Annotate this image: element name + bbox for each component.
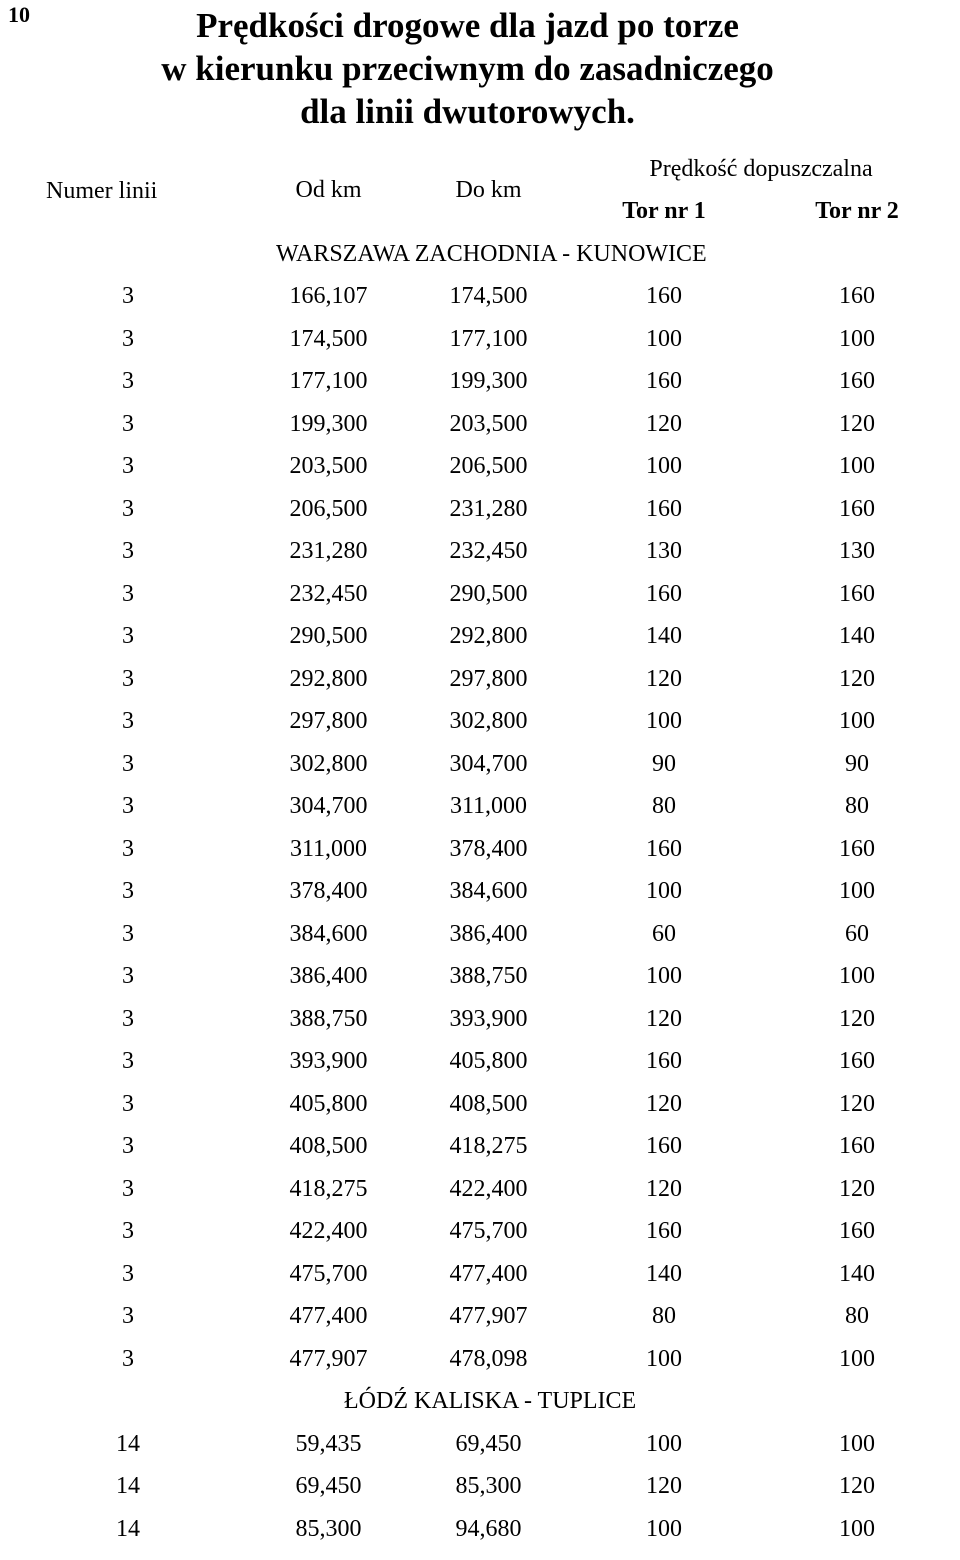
cell-line-number: 3 <box>122 1218 134 1245</box>
cell-speed-track-1: 100 <box>646 453 682 480</box>
cell-to-km: 477,400 <box>449 1260 528 1287</box>
cell-speed-track-2: 140 <box>839 623 875 650</box>
table-row <box>8 403 954 446</box>
title-line-2: w kierunku przeciwnym do zasadniczego <box>161 49 774 88</box>
cell-line-number: 3 <box>122 1090 134 1117</box>
cell-line-number: 3 <box>122 580 134 607</box>
cell-from-km: 477,400 <box>289 1303 368 1330</box>
cell-line-number: 3 <box>122 1260 134 1287</box>
cell-speed-track-2: 100 <box>839 1430 875 1457</box>
cell-to-km: 475,700 <box>449 1218 528 1245</box>
cell-from-km: 166,107 <box>289 283 368 310</box>
cell-speed-track-2: 100 <box>839 453 875 480</box>
cell-to-km: 297,800 <box>449 665 528 692</box>
cell-speed-track-1: 80 <box>652 793 676 820</box>
cell-line-number: 3 <box>122 665 134 692</box>
table-row <box>8 1338 954 1381</box>
cell-line-number: 3 <box>122 835 134 862</box>
table-row <box>8 998 954 1041</box>
cell-from-km: 311,000 <box>289 835 368 862</box>
cell-line-number: 3 <box>122 410 134 437</box>
cell-from-km: 378,400 <box>289 878 368 905</box>
cell-to-km: 418,275 <box>449 1133 528 1160</box>
title-line-3: dla linii dwutorowych. <box>300 92 635 131</box>
table-row <box>8 531 954 574</box>
table-row <box>8 318 954 361</box>
table-row <box>8 1296 954 1339</box>
table-row <box>8 701 954 744</box>
cell-speed-track-2: 120 <box>839 665 875 692</box>
cell-line-number: 3 <box>122 1048 134 1075</box>
cell-to-km: 384,600 <box>449 878 528 905</box>
cell-from-km: 290,500 <box>289 623 368 650</box>
cell-from-km: 177,100 <box>289 368 368 395</box>
table-row <box>8 913 954 956</box>
table-row <box>8 786 954 829</box>
table-row <box>8 871 954 914</box>
cell-to-km: 311,000 <box>449 793 528 820</box>
cell-to-km: 177,100 <box>449 325 528 352</box>
cell-to-km: 94,680 <box>455 1515 522 1542</box>
cell-to-km: 304,700 <box>449 750 528 777</box>
cell-speed-track-2: 160 <box>839 1133 875 1160</box>
cell-to-km: 206,500 <box>449 453 528 480</box>
cell-line-number: 3 <box>122 963 134 990</box>
cell-speed-track-2: 160 <box>839 1218 875 1245</box>
cell-from-km: 85,300 <box>295 1515 362 1542</box>
cell-speed-track-1: 90 <box>652 750 676 777</box>
cell-speed-track-1: 120 <box>646 1090 682 1117</box>
table-row <box>8 573 954 616</box>
cell-line-number: 3 <box>122 1345 134 1372</box>
cell-speed-track-1: 140 <box>646 623 682 650</box>
cell-from-km: 408,500 <box>289 1133 368 1160</box>
cell-line-number: 3 <box>122 878 134 905</box>
cell-speed-track-1: 130 <box>646 538 682 565</box>
cell-from-km: 393,900 <box>289 1048 368 1075</box>
table-row <box>8 446 954 489</box>
cell-from-km: 206,500 <box>289 495 368 522</box>
cell-speed-track-2: 120 <box>839 1175 875 1202</box>
cell-speed-track-1: 60 <box>652 920 676 947</box>
cell-speed-track-2: 100 <box>839 1345 875 1372</box>
table-row <box>8 1423 954 1466</box>
cell-speed-track-2: 120 <box>839 1473 875 1500</box>
table-row <box>8 616 954 659</box>
cell-speed-track-1: 160 <box>646 1133 682 1160</box>
cell-speed-track-2: 120 <box>839 410 875 437</box>
cell-to-km: 231,280 <box>449 495 528 522</box>
cell-speed-track-1: 100 <box>646 708 682 735</box>
cell-from-km: 69,450 <box>295 1473 362 1500</box>
cell-speed-track-1: 100 <box>646 963 682 990</box>
cell-speed-track-1: 160 <box>646 1048 682 1075</box>
section-spacer <box>8 233 248 276</box>
cell-to-km: 478,098 <box>449 1345 528 1372</box>
cell-from-km: 384,600 <box>289 920 368 947</box>
cell-to-km: 199,300 <box>449 368 528 395</box>
header-speed-group: Prędkość dopuszczalna <box>649 155 873 182</box>
cell-line-number: 3 <box>122 1005 134 1032</box>
cell-speed-track-1: 100 <box>646 1430 682 1457</box>
cell-from-km: 174,500 <box>289 325 368 352</box>
cell-from-km: 59,435 <box>295 1430 362 1457</box>
cell-speed-track-1: 160 <box>646 835 682 862</box>
cell-speed-track-1: 120 <box>646 1005 682 1032</box>
cell-line-number: 3 <box>122 283 134 310</box>
cell-line-number: 3 <box>122 538 134 565</box>
cell-line-number: 3 <box>122 708 134 735</box>
cell-to-km: 292,800 <box>449 623 528 650</box>
cell-speed-track-1: 100 <box>646 325 682 352</box>
cell-to-km: 378,400 <box>449 835 528 862</box>
cell-from-km: 475,700 <box>289 1260 368 1287</box>
cell-speed-track-1: 120 <box>646 410 682 437</box>
cell-to-km: 393,900 <box>449 1005 528 1032</box>
table-row <box>8 743 954 786</box>
cell-speed-track-1: 140 <box>646 1260 682 1287</box>
cell-to-km: 174,500 <box>449 283 528 310</box>
cell-to-km: 388,750 <box>449 963 528 990</box>
table-row <box>8 1168 954 1211</box>
cell-from-km: 477,907 <box>289 1345 368 1372</box>
cell-from-km: 199,300 <box>289 410 368 437</box>
cell-speed-track-2: 100 <box>839 325 875 352</box>
cell-to-km: 408,500 <box>449 1090 528 1117</box>
cell-from-km: 232,450 <box>289 580 368 607</box>
cell-line-number: 3 <box>122 1133 134 1160</box>
table-row <box>8 276 954 319</box>
cell-speed-track-1: 100 <box>646 1345 682 1372</box>
cell-speed-track-1: 160 <box>646 495 682 522</box>
section-spacer <box>8 1381 248 1424</box>
cell-speed-track-2: 90 <box>845 750 869 777</box>
header-from-km: Od km <box>295 177 362 203</box>
cell-speed-track-2: 120 <box>839 1005 875 1032</box>
cell-from-km: 386,400 <box>289 963 368 990</box>
cell-to-km: 422,400 <box>449 1175 528 1202</box>
cell-from-km: 292,800 <box>289 665 368 692</box>
cell-line-number: 3 <box>122 793 134 820</box>
cell-speed-track-2: 160 <box>839 1048 875 1075</box>
header-to-km: Do km <box>455 177 522 203</box>
header-track-1: Tor nr 1 <box>622 198 706 225</box>
cell-to-km: 405,800 <box>449 1048 528 1075</box>
cell-speed-track-1: 120 <box>646 665 682 692</box>
header-track-2: Tor nr 2 <box>815 198 899 225</box>
cell-from-km: 231,280 <box>289 538 368 565</box>
table-row <box>8 361 954 404</box>
cell-speed-track-2: 120 <box>839 1090 875 1117</box>
cell-to-km: 69,450 <box>455 1430 522 1457</box>
cell-line-number: 14 <box>116 1430 140 1457</box>
cell-line-number: 14 <box>116 1515 140 1542</box>
cell-speed-track-2: 60 <box>845 920 869 947</box>
cell-speed-track-2: 100 <box>839 878 875 905</box>
cell-to-km: 85,300 <box>455 1473 522 1500</box>
table-row <box>8 1253 954 1296</box>
cell-speed-track-2: 80 <box>845 1303 869 1330</box>
cell-line-number: 14 <box>116 1473 140 1500</box>
table-row <box>8 488 954 531</box>
cell-line-number: 3 <box>122 920 134 947</box>
table-row <box>8 956 954 999</box>
table-row <box>8 1083 954 1126</box>
cell-speed-track-2: 160 <box>839 580 875 607</box>
cell-line-number: 3 <box>122 1303 134 1330</box>
speed-table <box>8 148 954 1551</box>
cell-from-km: 297,800 <box>289 708 368 735</box>
cell-speed-track-1: 100 <box>646 878 682 905</box>
cell-speed-track-1: 160 <box>646 283 682 310</box>
header-row-1 <box>8 148 954 191</box>
section-heading: ŁÓDŹ KALISKA - TUPLICE <box>344 1388 637 1415</box>
cell-from-km: 422,400 <box>289 1218 368 1245</box>
page-number: 10 <box>8 2 30 27</box>
cell-speed-track-1: 160 <box>646 368 682 395</box>
page-title <box>0 4 960 133</box>
cell-from-km: 388,750 <box>289 1005 368 1032</box>
cell-to-km: 477,907 <box>449 1303 528 1330</box>
cell-speed-track-1: 120 <box>646 1175 682 1202</box>
table-row <box>8 1508 954 1551</box>
section-row <box>8 233 954 276</box>
cell-line-number: 3 <box>122 495 134 522</box>
cell-to-km: 232,450 <box>449 538 528 565</box>
cell-to-km: 302,800 <box>449 708 528 735</box>
table-row <box>8 828 954 871</box>
cell-line-number: 3 <box>122 623 134 650</box>
cell-speed-track-2: 100 <box>839 1515 875 1542</box>
cell-from-km: 405,800 <box>289 1090 368 1117</box>
cell-line-number: 3 <box>122 453 134 480</box>
cell-speed-track-2: 160 <box>839 368 875 395</box>
cell-speed-track-2: 140 <box>839 1260 875 1287</box>
cell-speed-track-2: 100 <box>839 708 875 735</box>
cell-line-number: 3 <box>122 1175 134 1202</box>
cell-speed-track-1: 80 <box>652 1303 676 1330</box>
cell-speed-track-1: 100 <box>646 1515 682 1542</box>
cell-to-km: 203,500 <box>449 410 528 437</box>
table-row <box>8 1466 954 1509</box>
cell-from-km: 418,275 <box>289 1175 368 1202</box>
table-row <box>8 1211 954 1254</box>
table-row <box>8 1041 954 1084</box>
cell-line-number: 3 <box>122 750 134 777</box>
table-row <box>8 658 954 701</box>
cell-speed-track-1: 160 <box>646 1218 682 1245</box>
cell-from-km: 302,800 <box>289 750 368 777</box>
table-row <box>8 1126 954 1169</box>
cell-speed-track-2: 160 <box>839 835 875 862</box>
header-line-number: Numer linii <box>46 178 158 204</box>
cell-speed-track-2: 80 <box>845 793 869 820</box>
cell-speed-track-1: 120 <box>646 1473 682 1500</box>
cell-from-km: 304,700 <box>289 793 368 820</box>
cell-speed-track-2: 160 <box>839 495 875 522</box>
cell-speed-track-2: 130 <box>839 538 875 565</box>
cell-speed-track-1: 160 <box>646 580 682 607</box>
cell-speed-track-2: 160 <box>839 283 875 310</box>
cell-to-km: 386,400 <box>449 920 528 947</box>
section-heading: WARSZAWA ZACHODNIA - KUNOWICE <box>276 240 707 267</box>
cell-to-km: 290,500 <box>449 580 528 607</box>
cell-speed-track-2: 100 <box>839 963 875 990</box>
cell-from-km: 203,500 <box>289 453 368 480</box>
section-row <box>8 1381 954 1424</box>
cell-line-number: 3 <box>122 368 134 395</box>
title-line-1: Prędkości drogowe dla jazd po torze <box>196 6 739 45</box>
cell-line-number: 3 <box>122 325 134 352</box>
